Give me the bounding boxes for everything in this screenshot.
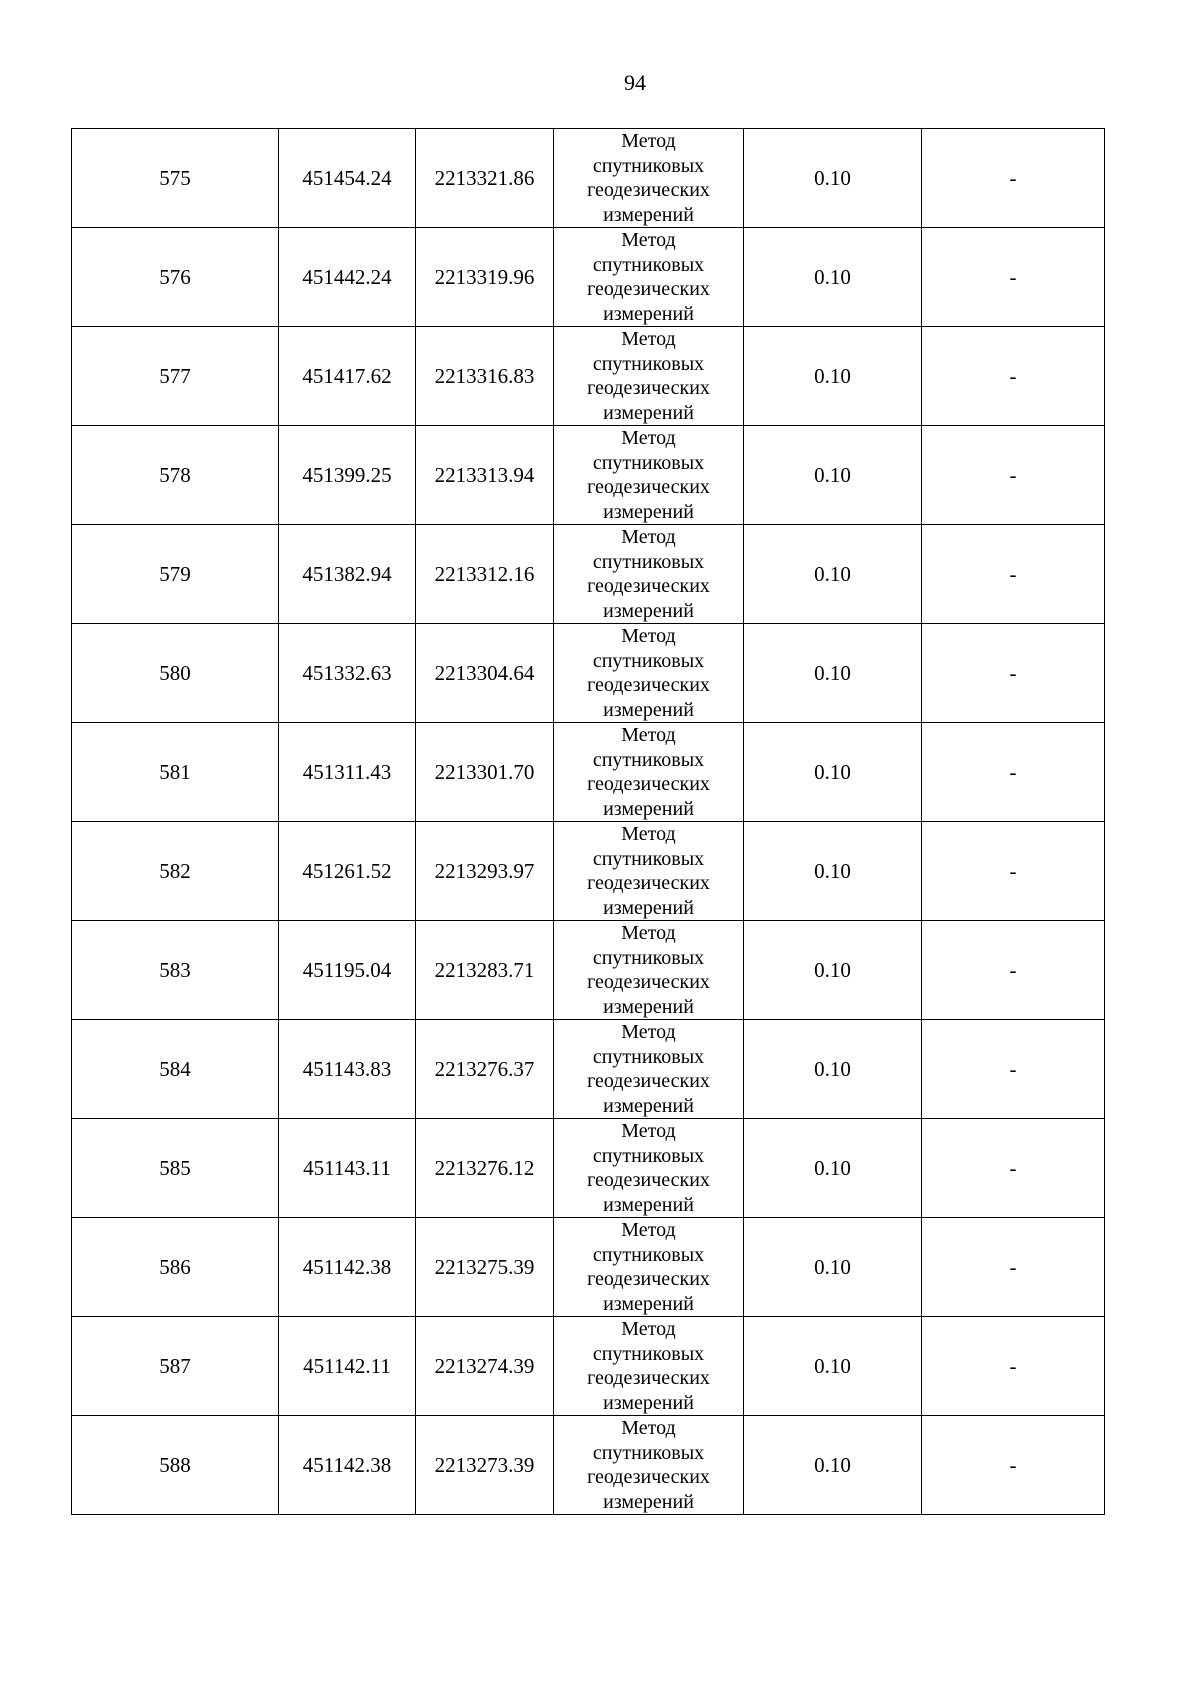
method-text-line: спутниковых: [592, 1144, 705, 1167]
y-coordinate-cell: 2213321.86: [416, 129, 554, 228]
point-number-cell: 575: [72, 129, 279, 228]
method-text-line: спутниковых: [592, 253, 705, 276]
accuracy-cell: 0.10: [744, 822, 922, 921]
y-coordinate-cell: 2213275.39: [416, 1218, 554, 1317]
x-coordinate-cell: 451417.62: [279, 327, 416, 426]
method-text-line: Метод: [621, 229, 676, 251]
page-number: 94: [624, 70, 646, 95]
method-text-line: измерений: [603, 1391, 694, 1414]
method-text-line: Метод: [621, 823, 676, 845]
note-cell: -: [922, 624, 1105, 723]
method-cell: [554, 1119, 744, 1218]
table-row: [72, 129, 1105, 228]
method-text-line: спутниковых: [592, 1441, 705, 1464]
method-text-line: геодезических: [587, 476, 710, 498]
method-text-line: Метод: [621, 1120, 676, 1142]
x-coordinate-cell: 451332.63: [279, 624, 416, 723]
y-coordinate-cell: 2213319.96: [416, 228, 554, 327]
table-row: [72, 1416, 1105, 1515]
x-coordinate-cell: 451142.38: [279, 1416, 416, 1515]
note-cell: -: [922, 1119, 1105, 1218]
table-row: [72, 1119, 1105, 1218]
table-row: [72, 525, 1105, 624]
accuracy-cell: 0.10: [744, 921, 922, 1020]
method-text-line: Метод: [621, 328, 676, 350]
method-text-line: геодезических: [587, 872, 710, 894]
method-cell: [554, 327, 744, 426]
method-text-line: геодезических: [587, 1367, 710, 1389]
method-text-line: спутниковых: [592, 1045, 705, 1068]
note-cell: -: [922, 228, 1105, 327]
note-cell: -: [922, 1218, 1105, 1317]
point-number-cell: 586: [72, 1218, 279, 1317]
y-coordinate-cell: 2213304.64: [416, 624, 554, 723]
method-cell: [554, 1317, 744, 1416]
method-text-line: спутниковых: [592, 352, 705, 375]
table-row: [72, 228, 1105, 327]
x-coordinate-cell: 451311.43: [279, 723, 416, 822]
y-coordinate-cell: 2213276.12: [416, 1119, 554, 1218]
method-cell: [554, 129, 744, 228]
method-text-line: геодезических: [587, 773, 710, 795]
method-cell: [554, 1020, 744, 1119]
method-text-line: спутниковых: [592, 946, 705, 969]
note-cell: -: [922, 327, 1105, 426]
table-row: [72, 921, 1105, 1020]
accuracy-cell: 0.10: [744, 426, 922, 525]
x-coordinate-cell: 451142.38: [279, 1218, 416, 1317]
point-number-cell: 585: [72, 1119, 279, 1218]
x-coordinate-cell: 451142.11: [279, 1317, 416, 1416]
method-text-line: измерений: [603, 599, 694, 622]
method-text-line: измерений: [603, 1292, 694, 1315]
x-coordinate-cell: 451399.25: [279, 426, 416, 525]
x-coordinate-cell: 451454.24: [279, 129, 416, 228]
point-number-cell: 584: [72, 1020, 279, 1119]
method-text-line: спутниковых: [592, 748, 705, 771]
method-text-line: Метод: [621, 1219, 676, 1241]
method-cell: [554, 426, 744, 525]
method-text-line: измерений: [603, 302, 694, 325]
method-text-line: геодезических: [587, 575, 710, 597]
method-text-line: Метод: [621, 130, 676, 152]
table-row: [72, 822, 1105, 921]
method-text-line: измерений: [603, 1490, 694, 1513]
y-coordinate-cell: 2213312.16: [416, 525, 554, 624]
method-text-line: спутниковых: [592, 847, 705, 870]
method-cell: [554, 1218, 744, 1317]
point-number-cell: 576: [72, 228, 279, 327]
point-number-cell: 578: [72, 426, 279, 525]
note-cell: -: [922, 723, 1105, 822]
note-cell: -: [922, 1416, 1105, 1515]
x-coordinate-cell: 451442.24: [279, 228, 416, 327]
accuracy-cell: 0.10: [744, 525, 922, 624]
table-row: [72, 723, 1105, 822]
method-cell: [554, 624, 744, 723]
accuracy-cell: 0.10: [744, 1218, 922, 1317]
method-text-line: геодезических: [587, 278, 710, 300]
method-text-line: геодезических: [587, 179, 710, 201]
method-text-line: спутниковых: [592, 649, 705, 672]
table-row: [72, 1218, 1105, 1317]
method-text-line: геодезических: [587, 971, 710, 993]
method-text-line: спутниковых: [592, 1342, 705, 1365]
method-text-line: спутниковых: [592, 550, 705, 573]
coordinates-table: [71, 128, 1105, 1515]
method-text-line: геодезических: [587, 1466, 710, 1488]
y-coordinate-cell: 2213316.83: [416, 327, 554, 426]
method-text-line: геодезических: [587, 1070, 710, 1092]
method-cell: [554, 822, 744, 921]
method-text-line: Метод: [621, 1318, 676, 1340]
y-coordinate-cell: 2213274.39: [416, 1317, 554, 1416]
method-text-line: измерений: [603, 1094, 694, 1117]
accuracy-cell: 0.10: [744, 1317, 922, 1416]
method-text-line: спутниковых: [592, 451, 705, 474]
method-text-line: геодезических: [587, 1169, 710, 1191]
point-number-cell: 579: [72, 525, 279, 624]
method-cell: [554, 723, 744, 822]
table-row: [72, 426, 1105, 525]
y-coordinate-cell: 2213313.94: [416, 426, 554, 525]
method-cell: [554, 921, 744, 1020]
x-coordinate-cell: 451195.04: [279, 921, 416, 1020]
method-text-line: Метод: [621, 625, 676, 647]
point-number-cell: 583: [72, 921, 279, 1020]
method-text-line: Метод: [621, 724, 676, 746]
method-text-line: спутниковых: [592, 154, 705, 177]
accuracy-cell: 0.10: [744, 1416, 922, 1515]
note-cell: -: [922, 822, 1105, 921]
method-text-line: спутниковых: [592, 1243, 705, 1266]
y-coordinate-cell: 2213276.37: [416, 1020, 554, 1119]
method-cell: [554, 228, 744, 327]
accuracy-cell: 0.10: [744, 1020, 922, 1119]
method-text-line: измерений: [603, 1193, 694, 1216]
accuracy-cell: 0.10: [744, 1119, 922, 1218]
x-coordinate-cell: 451261.52: [279, 822, 416, 921]
accuracy-cell: 0.10: [744, 129, 922, 228]
table-row: [72, 1020, 1105, 1119]
note-cell: -: [922, 1317, 1105, 1416]
y-coordinate-cell: 2213283.71: [416, 921, 554, 1020]
point-number-cell: 588: [72, 1416, 279, 1515]
table-row: [72, 1317, 1105, 1416]
method-text-line: измерений: [603, 401, 694, 424]
note-cell: -: [922, 129, 1105, 228]
method-text-line: Метод: [621, 427, 676, 449]
method-text-line: измерений: [603, 698, 694, 721]
note-cell: -: [922, 525, 1105, 624]
method-text-line: измерений: [603, 995, 694, 1018]
x-coordinate-cell: 451143.11: [279, 1119, 416, 1218]
note-cell: -: [922, 1020, 1105, 1119]
table-row: [72, 327, 1105, 426]
coordinates-table-body: [72, 129, 1105, 1515]
accuracy-cell: 0.10: [744, 327, 922, 426]
method-cell: [554, 1416, 744, 1515]
method-text-line: геодезических: [587, 674, 710, 696]
x-coordinate-cell: 451143.83: [279, 1020, 416, 1119]
point-number-cell: 580: [72, 624, 279, 723]
note-cell: -: [922, 921, 1105, 1020]
table-row: [72, 624, 1105, 723]
point-number-cell: 577: [72, 327, 279, 426]
y-coordinate-cell: 2213293.97: [416, 822, 554, 921]
method-text-line: Метод: [621, 1021, 676, 1043]
accuracy-cell: 0.10: [744, 228, 922, 327]
note-cell: -: [922, 426, 1105, 525]
method-text-line: Метод: [621, 922, 676, 944]
method-text-line: Метод: [621, 1417, 676, 1439]
method-text-line: геодезических: [587, 377, 710, 399]
x-coordinate-cell: 451382.94: [279, 525, 416, 624]
y-coordinate-cell: 2213301.70: [416, 723, 554, 822]
accuracy-cell: 0.10: [744, 624, 922, 723]
point-number-cell: 582: [72, 822, 279, 921]
point-number-cell: 581: [72, 723, 279, 822]
method-text-line: измерений: [603, 896, 694, 919]
method-text-line: измерений: [603, 203, 694, 226]
point-number-cell: 587: [72, 1317, 279, 1416]
y-coordinate-cell: 2213273.39: [416, 1416, 554, 1515]
method-text-line: геодезических: [587, 1268, 710, 1290]
method-cell: [554, 525, 744, 624]
method-text-line: измерений: [603, 500, 694, 523]
accuracy-cell: 0.10: [744, 723, 922, 822]
method-text-line: Метод: [621, 526, 676, 548]
method-text-line: измерений: [603, 797, 694, 820]
